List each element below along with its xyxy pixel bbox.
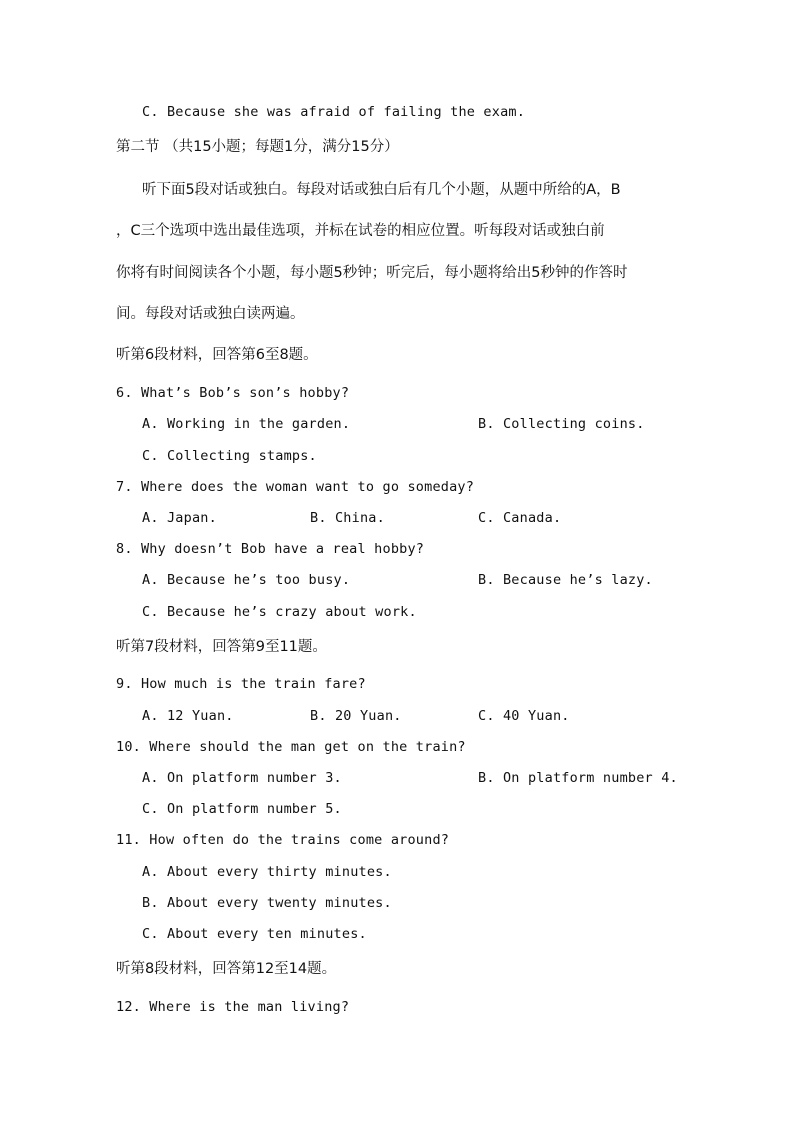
question-9-option-c: C. 40 Yuan. (478, 708, 570, 724)
instruction-line-4: 间。每段对话或独白读两遍。 (116, 306, 305, 322)
question-10-option-c: C. On platform number 5. (142, 801, 342, 817)
question-8-option-a: A. Because he’s too busy. (142, 572, 351, 588)
question-6-option-c: C. Collecting stamps. (142, 448, 317, 464)
question-8-text: 8. Why doesn’t Bob have a real hobby? (116, 541, 425, 557)
question-10-text: 10. Where should the man get on the train? (116, 739, 466, 755)
question-6-option-a: A. Working in the garden. (142, 416, 351, 432)
instruction-line-2: ，C三个选项中选出最佳选项，并标在试卷的相应位置。听每段对话或独白前 (116, 223, 605, 239)
question-10-option-a: A. On platform number 3. (142, 770, 342, 786)
material-8-header: 听第8段材料，回答第12至14题。 (116, 961, 337, 977)
question-11-option-c: C. About every ten minutes. (142, 926, 367, 942)
question-7-option-c: C. Canada. (478, 510, 562, 526)
instruction-line-3: 你将有时间阅读各个小题，每小题5秒钟；听完后，每小题将给出5秒钟的作答时 (116, 265, 628, 281)
question-11-option-b: B. About every twenty minutes. (142, 895, 392, 911)
question-7-option-a: A. Japan. (142, 510, 217, 526)
material-6-header: 听第6段材料，回答第6至8题。 (116, 347, 318, 363)
question-11-text: 11. How often do the trains come around? (116, 832, 450, 848)
material-7-header: 听第7段材料，回答第9至11题。 (116, 639, 327, 655)
question-9-option-a: A. 12 Yuan. (142, 708, 234, 724)
question-7-text: 7. Where does the woman want to go someday? (116, 479, 475, 495)
question-9-option-b: B. 20 Yuan. (310, 708, 402, 724)
question-9-text: 9. How much is the train fare? (116, 676, 366, 692)
question-8-option-b: B. Because he’s lazy. (478, 572, 653, 588)
question-6-text: 6. What’s Bob’s son’s hobby? (116, 385, 350, 401)
section-title: 第二节 （共15小题；每题1分，满分15分） (116, 139, 399, 155)
instruction-line-1: 听下面5段对话或独白。每段对话或独白后有几个小题，从题中所给的A，B (142, 182, 621, 198)
question-6-option-b: B. Collecting coins. (478, 416, 645, 432)
question-8-option-c: C. Because he’s crazy about work. (142, 604, 417, 620)
question-7-option-b: B. China. (310, 510, 385, 526)
question-12-text: 12. Where is the man living? (116, 999, 350, 1015)
prev-question-option-c: C. Because she was afraid of failing the exam. (142, 104, 526, 120)
question-10-option-b: B. On platform number 4. (478, 770, 678, 786)
question-11-option-a: A. About every thirty minutes. (142, 864, 392, 880)
